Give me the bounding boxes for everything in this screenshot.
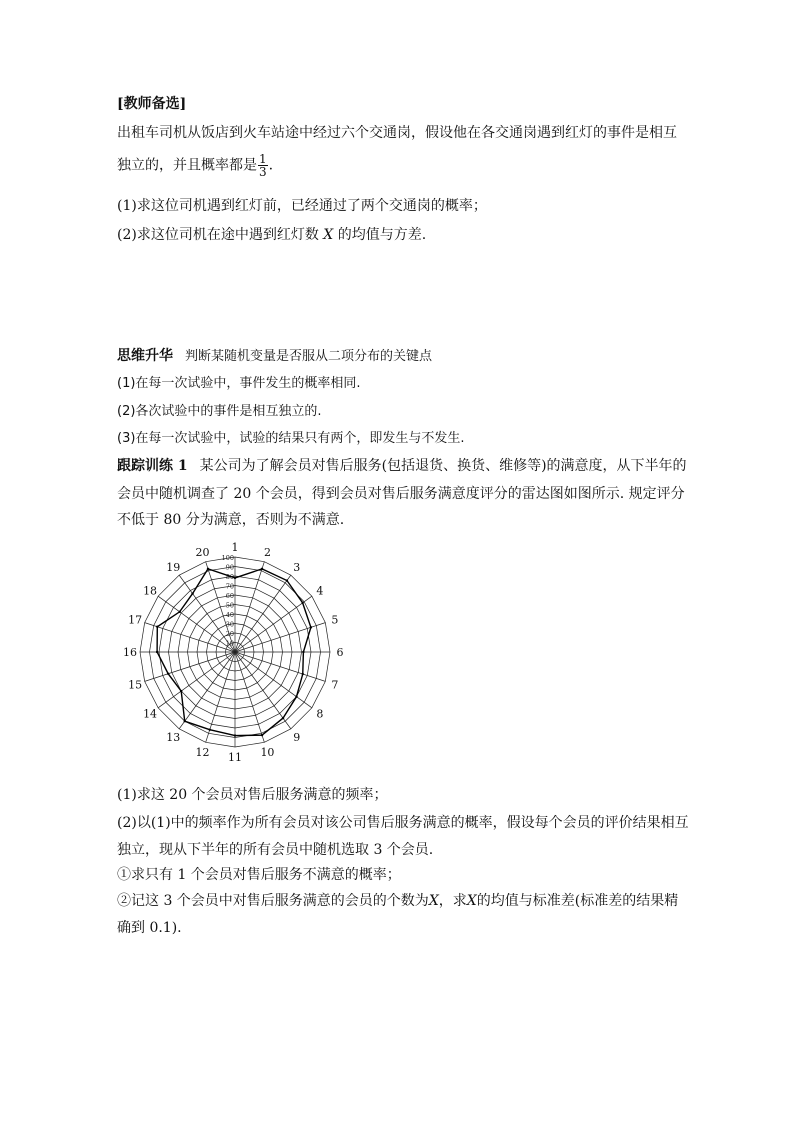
radar-ring-label: 30	[225, 620, 234, 629]
radar-category-label: 11	[228, 750, 242, 764]
radar-category-label: 18	[143, 584, 158, 598]
training-text-line1: 某公司为了解会员对售后服务(包括退货、换货、维修等)的满意度，从下半年的	[199, 458, 687, 474]
radar-point	[156, 651, 158, 653]
radar-category-label: 10	[260, 745, 275, 759]
teacher-box-heading: [教师备选]	[117, 96, 187, 112]
radar-point	[234, 577, 236, 579]
radar-ring-label: 40	[225, 611, 234, 619]
thinking-heading	[117, 346, 432, 367]
radar-category-label: 16	[123, 646, 138, 659]
radar-grid	[140, 557, 330, 747]
radar-point	[261, 734, 263, 736]
radar-ring-label: 100	[221, 554, 234, 562]
training-text-line2: 会员中随机调查了 20 个会员，得到会员对售后服务满意度评分的雷达图如图所示. 规定评分	[117, 486, 685, 502]
training-sub-question-2-line2: 确到 0.1).	[117, 920, 182, 936]
sub2-text-a: ②记这 3 个会员中对售后服务满意的会员的个数为	[117, 893, 429, 909]
radar-ring-label: 60	[225, 592, 234, 600]
radar-ring-label: 90	[225, 563, 234, 572]
thinking-point-1: (1)在每一次试验中，事件发生的概率相同.	[117, 376, 361, 391]
radar-category-label: 12	[195, 745, 210, 759]
training-sub-question-1: ①求只有 1 个会员对售后服务不满意的概率；	[117, 867, 401, 883]
training-text-line3: 不低于 80 分为满意，否则为不满意.	[117, 512, 345, 528]
training-line1	[117, 456, 687, 476]
radar-point	[234, 734, 236, 736]
fraction-numerator: 1	[259, 152, 267, 166]
training-question-2-line1: (2)以(1)中的频率作为所有会员对该公司售后服务满意的概率，假设每个会员的评价结果相互	[117, 815, 689, 831]
radar-category-label: 19	[166, 561, 181, 575]
radar-point	[301, 602, 303, 604]
radar-category-label: 4	[316, 584, 324, 598]
radar-ring-label: 20	[225, 630, 234, 638]
radar-point	[302, 673, 304, 675]
training-label: 跟踪训练 1	[117, 458, 188, 474]
radar-category-label: 8	[316, 707, 324, 721]
radar-point	[191, 592, 193, 594]
radar-category-label: 2	[263, 546, 271, 560]
radar-category-label: 3	[293, 561, 301, 575]
radar-point	[286, 579, 288, 581]
training-question-1: (1)求这 20 个会员对售后服务满意的频率；	[117, 787, 388, 803]
teacher-box-text-line2-after: .	[268, 157, 274, 174]
radar-point	[261, 568, 263, 570]
radar-category-label: 14	[143, 707, 158, 721]
radar-point	[156, 626, 158, 628]
teacher-box-question-1: (1)求这位司机遇到红灯前，已经通过了两个交通岗的概率；	[117, 198, 487, 214]
thinking-point-2: (2)各次试验中的事件是相互独立的.	[117, 404, 322, 419]
radar-point	[178, 611, 180, 613]
radar-category-label: 7	[331, 678, 339, 692]
probability-fraction	[258, 153, 268, 178]
teacher-box-text-line2	[117, 153, 273, 178]
radar-category-label: 1	[231, 541, 239, 555]
teacher-box-text-line1: 出租车司机从饭店到火车站途中经过六个交通岗，假设他在各交通岗遇到红灯的事件是相互	[117, 125, 677, 141]
radar-category-label: 5	[331, 613, 339, 627]
radar-point	[295, 695, 297, 697]
thinking-subtitle: 判断某随机变量是否服从二项分布的关键点	[185, 349, 433, 364]
radar-category-label: 13	[166, 730, 181, 744]
radar-category-label: 15	[128, 678, 143, 692]
radar-category-label: 17	[128, 613, 143, 627]
teacher-box-text-line2-before: 独立的，并且概率都是	[117, 157, 257, 174]
radar-point	[310, 626, 312, 628]
radar-category-label: 6	[336, 646, 344, 659]
fraction-denominator: 3	[259, 165, 267, 179]
radar-point	[207, 568, 209, 570]
radar-ring-label: 50	[225, 601, 234, 610]
radar-point	[184, 720, 186, 722]
radar-ring-label: 70	[225, 582, 234, 591]
radar-point	[302, 651, 304, 653]
thinking-title: 思维升华	[117, 348, 173, 364]
thinking-point-3: (3)在每一次试验中，试验的结果只有两个，即发生与不发生.	[117, 431, 465, 446]
teacher-box-question-2-before: (2)求这位司机在途中遇到红灯数	[117, 227, 319, 243]
teacher-box-question-2	[117, 225, 426, 245]
radar-category-label: 20	[195, 546, 210, 560]
sub2-text-c: 的均值与标准差(标准差的结果精	[476, 893, 679, 909]
variable-x: X	[466, 893, 477, 909]
training-sub-question-2-line1	[117, 891, 678, 911]
teacher-box-question-2-after: 的均值与方差.	[337, 227, 427, 243]
radar-point	[180, 690, 182, 692]
training-question-2-line2: 独立，现从下半年的所有会员中随机选取 3 个会员.	[117, 842, 434, 858]
radar-point	[167, 673, 169, 675]
radar-ring-label: 10	[225, 639, 234, 648]
variable-x: X	[323, 227, 334, 243]
variable-x: X	[428, 893, 439, 909]
radar-chart	[110, 535, 360, 775]
radar-ring-label: 80	[225, 573, 234, 581]
sub2-text-b: ，求	[438, 893, 467, 909]
radar-point	[209, 729, 211, 731]
radar-category-label: 9	[293, 730, 301, 744]
radar-point	[282, 717, 284, 719]
